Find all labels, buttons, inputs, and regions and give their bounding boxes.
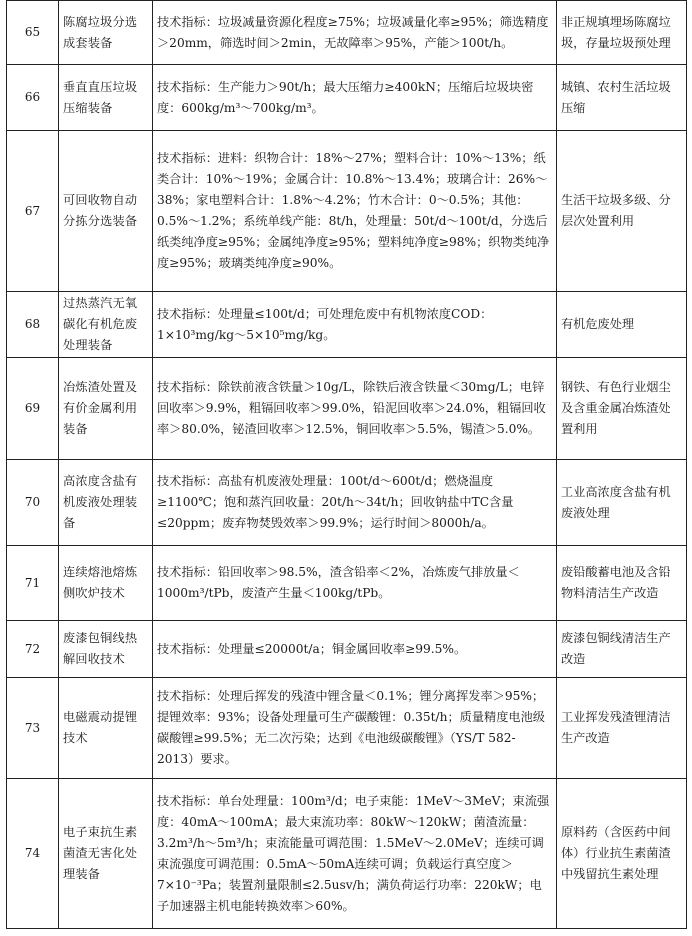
row-number: 71 <box>7 546 59 621</box>
row-number: 72 <box>7 621 59 678</box>
row-number: 68 <box>7 292 59 358</box>
table-row <box>7 292 687 358</box>
technical-spec: 技术指标：生产能力＞90t/h；最大压缩力≥400kN；压缩后垃圾块密度：600kg/m³～700kg/m³。 <box>153 65 557 131</box>
equipment-name: 电磁震动提锂技术 <box>59 678 153 779</box>
table-row <box>7 779 687 929</box>
equipment-name: 冶炼渣处置及有价金属利用装备 <box>59 358 153 460</box>
table-row <box>7 358 687 460</box>
table-row <box>7 131 687 292</box>
application-scope: 城镇、农村生活垃圾压缩 <box>557 65 687 131</box>
equipment-name: 连续熔池熔炼侧吹炉技术 <box>59 546 153 621</box>
technical-spec: 技术指标：处理量≤20000t/a；铜金属回收率≥99.5%。 <box>153 621 557 678</box>
equipment-name: 电子束抗生素菌渣无害化处理装备 <box>59 779 153 929</box>
technical-spec: 技术指标：除铁前液含铁量＞10g/L，除铁后液含铁量＜30mg/L；电锌回收率＞9.9%，粗镉回收率＞99.0%，铅泥回收率＞24.0%，粗镉回收率＞80.0%，铋渣回收率＞12.5%，铜回收率＞5.5%，锡渣＞5.0%。 <box>153 358 557 460</box>
application-scope: 钢铁、有色行业烟尘及含重金属冶炼渣处置利用 <box>557 358 687 460</box>
row-number: 69 <box>7 358 59 460</box>
table-row <box>7 678 687 779</box>
table-row <box>7 546 687 621</box>
technical-spec: 技术指标：铅回收率＞98.5%，渣含铅率＜2%，冶炼废气排放量＜1000m³/tPb，废渣产生量＜100kg/tPb。 <box>153 546 557 621</box>
table-row <box>7 621 687 678</box>
equipment-name: 过热蒸汽无氧碳化有机危废处理装备 <box>59 292 153 358</box>
equipment-catalog-table <box>6 0 687 929</box>
row-number: 67 <box>7 131 59 292</box>
technical-spec: 技术指标：处理量≤100t/d；可处理危废中有机物浓度COD：1×10³mg/kg～5×10⁵mg/kg。 <box>153 292 557 358</box>
application-scope: 非正规填埋场陈腐垃圾，存量垃圾预处理 <box>557 1 687 65</box>
application-scope: 原料药（含医药中间体）行业抗生素菌渣中残留抗生素处理 <box>557 779 687 929</box>
technical-spec: 技术指标：处理后挥发的残渣中锂含量＜0.1%；锂分离挥发率＞95%；提锂效率：93%；设备处理量可生产碳酸锂：0.35t/h；质量精度电池级碳酸锂≥99.5%；无二次污染；达到《电池级碳酸锂》（YS/T 582-2013）要求。 <box>153 678 557 779</box>
equipment-name: 高浓度含盐有机废液处理装备 <box>59 460 153 546</box>
equipment-name: 废漆包铜线热解回收技术 <box>59 621 153 678</box>
technical-spec: 技术指标：高盐有机废液处理量：100t/d～600t/d；燃烧温度≥1100℃；饱和蒸汽回收量：20t/h～34t/h；回收钠盐中TC含量≤20ppm；废弃物焚毁效率＞99.9%；运行时间＞8000h/a。 <box>153 460 557 546</box>
application-scope: 有机危废处理 <box>557 292 687 358</box>
technical-spec: 技术指标：单台处理量：100m³/d；电子束能：1MeV～3MeV；束流强度：40mA～100mA；最大束流功率：80kW～120kW；菌渣流量：3.2m³/h～5m³/h；束流能量可调范围：1.5MeV～2.0MeV；连续可调束流强度可调范围：0.5mA～50mA连续可调；负载运行真空度＞7×10⁻³Pa；装置剂量限制≤2.5usv/h；满负荷运行功率：220kW；电子加速器主机电能转换效率＞60%。 <box>153 779 557 929</box>
application-scope: 工业高浓度含盐有机废液处理 <box>557 460 687 546</box>
technical-spec: 技术指标：进料：织物合计：18%～27%；塑料合计：10%～13%；纸类合计：10%～19%；金属合计：10.8%～13.4%；玻璃合计：26%～38%；家电塑料合计：1.8%～4.2%；竹木合计：0～0.5%；其他：0.5%～1.2%；系统单线产能：8t/h，处理量：50t/d～100t/d，分选后纸类纯净度≥95%；金属纯净度≥95%；塑料纯净度≥98%；织物类纯净度≥95%；玻璃类纯净度≥90%。 <box>153 131 557 292</box>
row-number: 74 <box>7 779 59 929</box>
application-scope: 废漆包铜线清洁生产改造 <box>557 621 687 678</box>
row-number: 66 <box>7 65 59 131</box>
row-number: 65 <box>7 1 59 65</box>
table-row <box>7 460 687 546</box>
application-scope: 废铅酸蓄电池及含铅物料清洁生产改造 <box>557 546 687 621</box>
application-scope: 生活干垃圾多级、分层次处置利用 <box>557 131 687 292</box>
row-number: 73 <box>7 678 59 779</box>
technical-spec: 技术指标：垃圾减量资源化程度≥75%；垃圾减量化率≥95%；筛选精度＞20mm，筛选时间＞2min，无故障率＞95%，产能＞100t/h。 <box>153 1 557 65</box>
application-scope: 工业挥发残渣锂清洁生产改造 <box>557 678 687 779</box>
equipment-name: 垂直直压垃圾压缩装备 <box>59 65 153 131</box>
equipment-name: 可回收物自动分拣分选装备 <box>59 131 153 292</box>
equipment-name: 陈腐垃圾分选成套装备 <box>59 1 153 65</box>
table-row <box>7 65 687 131</box>
row-number: 70 <box>7 460 59 546</box>
table-row <box>7 1 687 65</box>
